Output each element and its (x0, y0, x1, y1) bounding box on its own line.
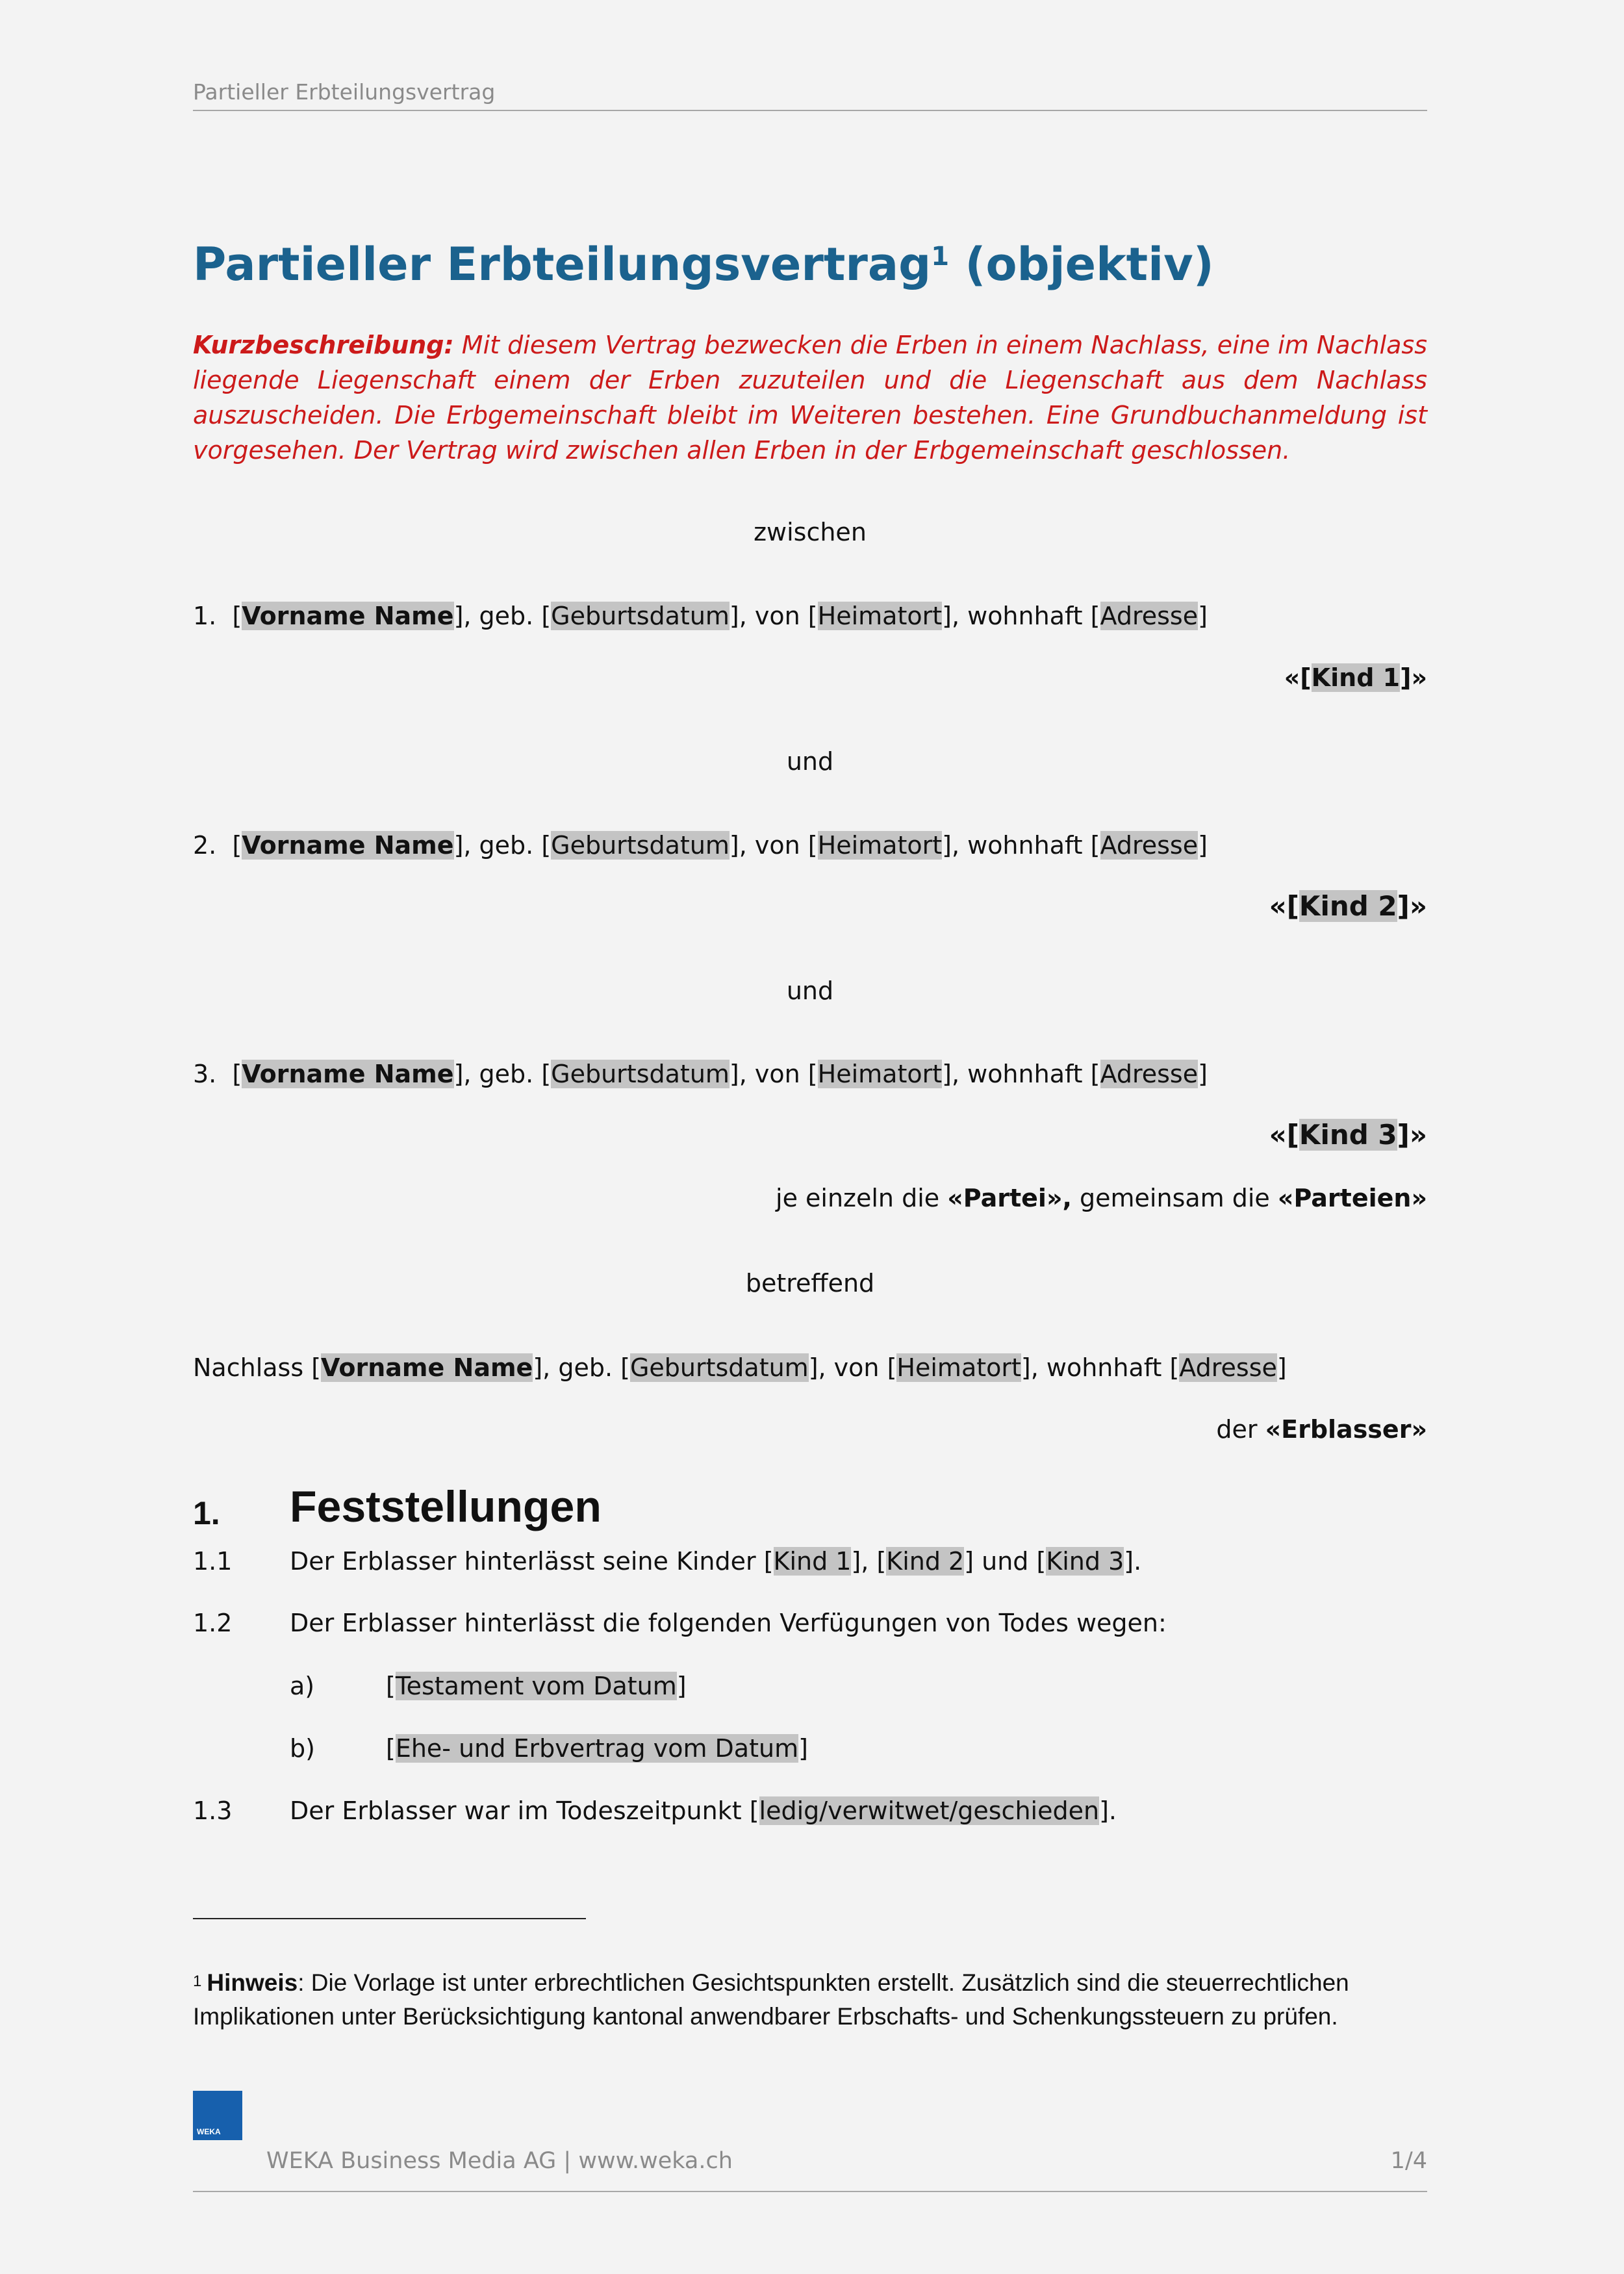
estate-role: der «Erblasser» (1216, 1415, 1427, 1444)
clause-1-3-number: 1.3 (193, 1796, 233, 1825)
document-title: Partieller Erbteilungsvertrag$^1$ (objektiv) (193, 238, 1214, 291)
party-2-birth-field[interactable]: Geburtsdatum (551, 831, 730, 860)
clause-1-2-a-letter: a) (290, 1672, 315, 1700)
section-1-number: 1. (193, 1495, 220, 1531)
party-2-role: «[Kind 2]» (1269, 890, 1427, 922)
party-3-line: 3. [Vorname Name], geb. [Geburtsdatum], von [Heimatort], wohnhaft [Adresse] (193, 1060, 1208, 1088)
party-1-role-field[interactable]: Kind 1 (1311, 663, 1401, 692)
party-3-origin-field[interactable]: Heimatort (817, 1060, 943, 1088)
party-2-origin-field[interactable]: Heimatort (817, 831, 943, 860)
short-description: Kurzbeschreibung: Mit diesem Vertrag bezwecken die Erben in einem Nachlass, eine im Nachlass liegende Liegenschaft einem der Erben zuzuteilen und die Liegenschaft aus dem Nachlass auszuscheiden. Die Erbgemeinschaft bleibt im Weiteren bestehen. Eine Grundbuchanmeldung ist vorgesehen. Der Vertrag wird zwischen allen Erben in der Erbgemeinschaft geschlossen. (193, 331, 1427, 465)
clause-1-1-kind-2-field[interactable]: Kind 2 (886, 1547, 965, 1576)
clause-1-1-number: 1.1 (193, 1547, 233, 1576)
estate-birth-field[interactable]: Geburtsdatum (629, 1353, 809, 1382)
title-footnote-mark[interactable]: 1 (931, 242, 950, 272)
party-1-address-field[interactable]: Adresse (1100, 602, 1199, 630)
running-header: Partieller Erbteilungsvertrag (193, 79, 496, 105)
party-3-role-field[interactable]: Kind 3 (1299, 1119, 1397, 1151)
party-3-role: «[Kind 3]» (1269, 1119, 1427, 1151)
party-2-role-field[interactable]: Kind 2 (1299, 890, 1397, 922)
page-number: 1/4 (1390, 2148, 1427, 2174)
estate-line: Nachlass [Vorname Name], geb. [Geburtsdatum], von [Heimatort], wohnhaft [Adresse] (193, 1353, 1287, 1382)
footnote-separator (193, 1918, 586, 1919)
party-3-name-field[interactable]: Vorname Name (242, 1060, 454, 1088)
party-3-birth-field[interactable]: Geburtsdatum (551, 1060, 730, 1088)
connector-concerning: betreffend (745, 1269, 875, 1297)
clause-1-1-kind-1-field[interactable]: Kind 1 (773, 1547, 852, 1576)
footer-company: WEKA Business Media AG | www.weka.ch (266, 2148, 733, 2174)
party-1-birth-field[interactable]: Geburtsdatum (551, 602, 730, 630)
civil-status-field[interactable]: ledig/verwitwet/geschieden (759, 1796, 1100, 1825)
testament-date-field[interactable]: Testament vom Datum (395, 1672, 677, 1700)
clause-1-2-b-letter: b) (290, 1734, 315, 1763)
connector-and-1: und (786, 747, 834, 776)
clause-1-1-text: Der Erblasser hinterlässt seine Kinder [Kind 1], [Kind 2] und [Kind 3]. (290, 1547, 1142, 1576)
clause-1-3-text: Der Erblasser war im Todeszeitpunkt [ledig/verwitwet/geschieden]. (290, 1796, 1117, 1825)
party-2-line: 2. [Vorname Name], geb. [Geburtsdatum], von [Heimatort], wohnhaft [Adresse] (193, 831, 1208, 860)
estate-name-field[interactable]: Vorname Name (321, 1353, 533, 1382)
clause-1-2-text: Der Erblasser hinterlässt die folgenden Verfügungen von Todes wegen: (290, 1609, 1167, 1637)
party-2-address-field[interactable]: Adresse (1100, 831, 1199, 860)
marriage-contract-date-field[interactable]: Ehe- und Erbvertrag vom Datum (395, 1734, 799, 1763)
header-rule (193, 110, 1427, 111)
party-1-name-field[interactable]: Vorname Name (242, 602, 454, 630)
connector-and-2: und (786, 977, 834, 1005)
weka-logo: WEKA (193, 2091, 242, 2140)
clause-1-2-number: 1.2 (193, 1609, 233, 1637)
estate-address-field[interactable]: Adresse (1179, 1353, 1277, 1382)
clause-1-2-a-text: [Testament vom Datum] (386, 1672, 687, 1700)
party-1-line: 1. [Vorname Name], geb. [Geburtsdatum], von [Heimatort], wohnhaft [Adresse] (193, 602, 1208, 630)
footnote: $^1$ Hinweis: Die Vorlage ist unter erbrechtlichen Gesichtspunkten erstellt. Zusätzlich sind die steuerrechtlichen Implikationen unter Berücksichtigung kantonal anwendbarer Erbschafts- und Schenkungssteuern zu prüfen. (193, 1969, 1349, 2030)
party-definition: je einzeln die «Partei», gemeinsam die «Parteien» (776, 1184, 1427, 1212)
party-1-origin-field[interactable]: Heimatort (817, 602, 943, 630)
clause-1-2-b-text: [Ehe- und Erbvertrag vom Datum] (386, 1734, 808, 1763)
footer-rule (193, 2191, 1427, 2192)
connector-between: zwischen (754, 518, 867, 546)
party-2-name-field[interactable]: Vorname Name (242, 831, 454, 860)
section-1-title: Feststellungen (290, 1482, 602, 1531)
party-3-address-field[interactable]: Adresse (1100, 1060, 1199, 1088)
estate-origin-field[interactable]: Heimatort (896, 1353, 1021, 1382)
party-1-role: «[Kind 1]» (1284, 663, 1427, 692)
clause-1-1-kind-3-field[interactable]: Kind 3 (1046, 1547, 1124, 1576)
